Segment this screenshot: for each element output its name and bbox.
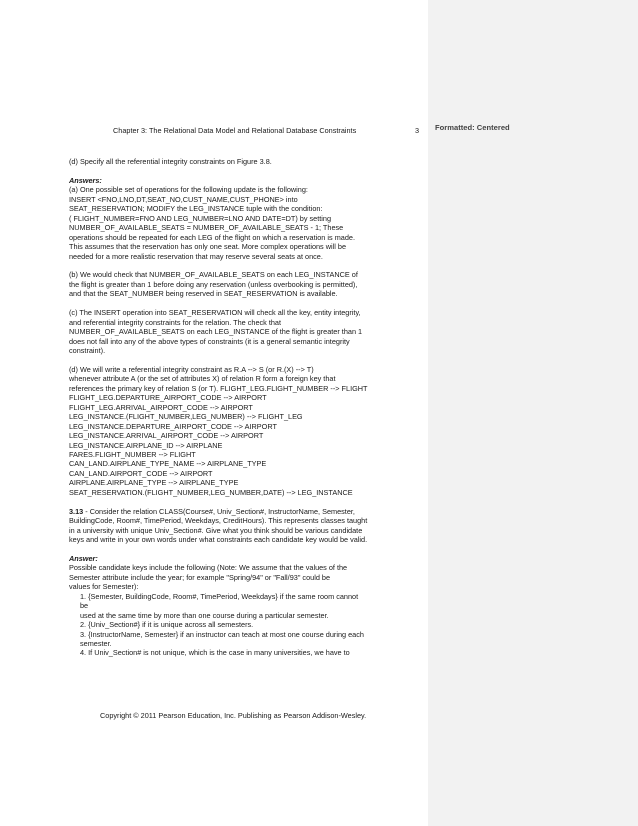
text-line: This assumes that the reservation has only one seat. More complex operations will be	[69, 242, 347, 252]
text-line: AIRPLANE.AIRPLANE_TYPE --> AIRPLANE_TYPE	[69, 478, 239, 488]
text-line: Answer:	[69, 553, 98, 563]
text-line: LEG_INSTANCE.(FLIGHT_NUMBER,LEG_NUMBER) --> FLIGHT_LEG	[69, 412, 303, 422]
text-line: (d) Specify all the referential integrity constraints on Figure 3.8.	[69, 157, 272, 166]
text-line: in a university with unique Univ_Section#. Give what you think should be various candidate	[69, 525, 363, 535]
text-line	[69, 545, 421, 554]
text-line: (d) We will write a referential integrity constraint as R.A --> S (or R.(X) --> T)	[69, 364, 314, 374]
text-line: INSERT <FNO,LNO,DT,SEAT_NO,CUST_NAME,CUST_PHONE> into	[69, 194, 298, 204]
text-line: LEG_INSTANCE.DEPARTURE_AIRPORT_CODE --> AIRPORT	[69, 421, 277, 431]
text-line: ( FLIGHT_NUMBER=FNO AND LEG_NUMBER=LNO AND DATE=DT) by setting	[69, 213, 332, 223]
text-line: FLIGHT_LEG.DEPARTURE_AIRPORT_CODE --> AIRPORT	[69, 393, 267, 403]
header-title: Chapter 3: The Relational Data Model and Relational Database Constraints	[113, 126, 357, 135]
exercise-number: 3.13	[69, 506, 84, 516]
text-line: NUMBER_OF_AVAILABLE_SEATS on each LEG_INSTANCE of the flight is greater than 1	[69, 327, 363, 337]
comment-label: Formatted: Centered	[435, 123, 510, 132]
text-line: LEG_INSTANCE.AIRPLANE_ID --> AIRPLANE	[69, 440, 223, 450]
page-header	[113, 126, 431, 135]
text-line: and referential integrity constraints for the relation. The check that	[69, 317, 281, 327]
text-line: CAN_LAND.AIRPLANE_TYPE_NAME --> AIRPLANE_TYPE	[69, 459, 267, 469]
text-line: 3. {InstructorName, Semester} if an instructor can teach at most one course during each	[80, 629, 364, 639]
text-line: FLIGHT_LEG.ARRIVAL_AIRPORT_CODE --> AIRPORT	[69, 402, 253, 412]
text-line	[69, 261, 421, 270]
text-line: 1. {Semester, BuildingCode, Room#, TimePeriod, Weekdays} if the same room cannot	[80, 591, 359, 601]
text-line: 4. If Univ_Section# is not unique, which is the case in many universities, we have to	[80, 648, 350, 658]
text-line: NUMBER_OF_AVAILABLE_SEATS = NUMBER_OF_AVAILABLE_SEATS - 1; These	[69, 223, 344, 233]
text-line: LEG_INSTANCE.ARRIVAL_AIRPORT_CODE --> AIRPORT	[69, 431, 264, 441]
text-line: Semester attribute include the year; for example "Spring/94" or "Fall/93" could be	[69, 572, 331, 582]
text-line	[69, 355, 421, 364]
text-line: and that the SEAT_NUMBER being reserved in SEAT_RESERVATION is available.	[69, 289, 338, 299]
page-number: 3	[415, 126, 420, 135]
text-line: the flight is greater than 1 before doing any reservation (unless overbooking is permitted),	[69, 279, 358, 289]
text-line	[69, 299, 421, 308]
text-line: whenever attribute A (or the set of attributes X) of relation R form a foreign key that	[69, 374, 336, 384]
text-line: does not fall into any of the above types of constraints (it is a general semantic integrity	[69, 336, 350, 346]
text-line: (b) We would check that NUMBER_OF_AVAILABLE_SEATS on each LEG_INSTANCE of	[69, 270, 358, 280]
text-line: references the primary key of relation S (or T). FLIGHT_LEG.FLIGHT_NUMBER --> FLIGHT	[69, 383, 368, 393]
text-line: (a) One possible set of operations for the following update is the following:	[69, 185, 308, 195]
comment-sidebar	[428, 0, 638, 826]
text-line: Answers:	[69, 175, 102, 185]
text-line: keys and write in your own words under what constraints each candidate key would be valid.	[69, 535, 368, 545]
text-line: FARES.FLIGHT_NUMBER --> FLIGHT	[69, 449, 196, 459]
text-line: (c) The INSERT operation into SEAT_RESERVATION will check all the key, entity integrity,	[69, 308, 361, 318]
text-line: used at the same time by more than one course during a particular semester.	[80, 610, 329, 620]
text-line	[69, 166, 421, 175]
text-line: constraint).	[69, 346, 106, 356]
text-line: operations should be repeated for each LEG of the flight on which a reservation is made.	[69, 232, 355, 242]
document-body	[69, 157, 421, 658]
text-line: needed for a more realistic reservation that may reserve several seats at once.	[69, 251, 323, 261]
text-line: semester.	[80, 639, 112, 649]
text-line: BuildingCode, Room#, TimePeriod, Weekdays, CreditHours). This represents classes taught	[69, 516, 368, 526]
text-line: values for Semester):	[69, 582, 139, 592]
text-line: CAN_LAND.AIRPORT_CODE --> AIRPORT	[69, 468, 213, 478]
text-line: be	[80, 601, 89, 611]
text-line: SEAT_RESERVATION.(FLIGHT_NUMBER,LEG_NUMBER,DATE) --> LEG_INSTANCE	[69, 487, 353, 497]
text-line: Possible candidate keys include the following (Note: We assume that the values of the	[69, 563, 348, 573]
page-footer: Copyright © 2011 Pearson Education, Inc. Publishing as Pearson Addison-Wesley.	[100, 711, 367, 720]
text-line: SEAT_RESERVATION; MODIFY the LEG_INSTANCE tuple with the condition:	[69, 204, 323, 214]
text-line: 2. {Univ_Section#} if it is unique across all semesters.	[80, 620, 254, 630]
text-line: 3.13 - Consider the relation CLASS(Course#, Univ_Section#, InstructorName, Semester,	[69, 506, 355, 516]
text-line	[69, 497, 421, 506]
